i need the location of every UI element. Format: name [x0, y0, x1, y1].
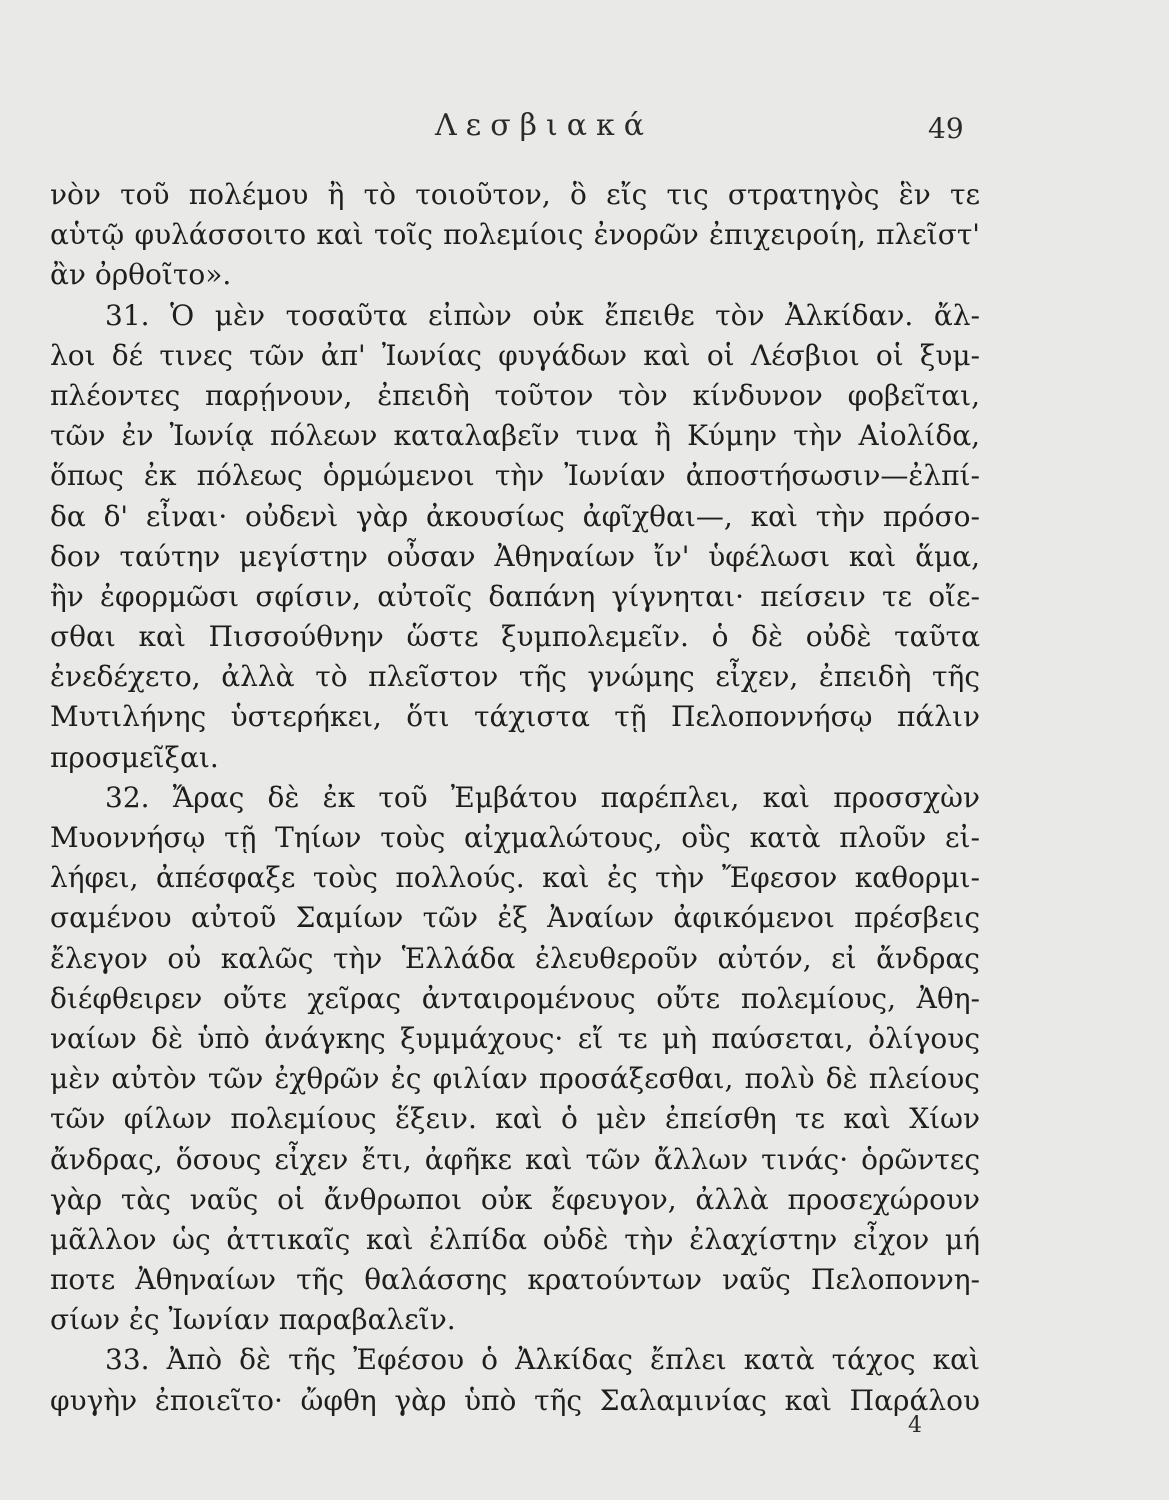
text-line: 32. Ἄρας δὲ ἐκ τοῦ Ἐμβάτου παρέπλει, καὶ προσσχὼν: [105, 780, 980, 814]
body-text: [50, 175, 980, 1421]
text-line: Μυοννήσῳ τῇ Τηίων τοὺς αἰχμαλώτους, οὓς κατὰ πλοῦν εἰ-: [50, 821, 980, 854]
text-line: ἐνεδέχετο, ἀλλὰ τὸ πλεῖστον τῆς γνώμης εἶχεν, ἐπειδὴ τῆς: [50, 660, 980, 694]
text-line: νὸν τοῦ πολέμου ἢ τὸ τοιοῦτον, ὃ εἴς τις στρατηγὸς ἓν τε: [50, 178, 980, 211]
text-line: δα δ' εἶναι· οὐδενὶ γὰρ ἀκουσίως ἀφῖχθαι—, καὶ τὴν πρόσο-: [50, 499, 980, 533]
text-line: προσμεῖξαι.: [50, 740, 219, 774]
text-line: λήφει, ἀπέσφαξε τοὺς πολλούς. καὶ ἐς τὴν Ἔφεσον καθορμι-: [50, 861, 980, 895]
text-line: 31. Ὁ μὲν τοσαῦτα εἰπὼν οὐκ ἔπειθε τὸν Ἀλκίδαν. ἄλ-: [105, 298, 980, 332]
text-line: τῶν ἐν Ἰωνίᾳ πόλεων καταλαβεῖν τινα ἢ Κύμην τὴν Αἰολίδα,: [50, 419, 980, 453]
text-line: λοι δέ τινες τῶν ἀπ' Ἰωνίας φυγάδων καὶ οἱ Λέσβιοι οἱ ξυμ-: [50, 338, 980, 372]
text-line: πλέοντες παρῄνουν, ἐπειδὴ τοῦτον τὸν κίνδυνον φοβεῖται,: [50, 378, 980, 412]
text-line: μὲν αὐτὸν τῶν ἐχθρῶν ἐς φιλίαν προσάξεσθαι, πολὺ δὲ πλείους: [50, 1062, 980, 1096]
text-line: τῶν φίλων πολεμίους ἕξειν. καὶ ὁ μὲν ἐπείσθη τε καὶ Χίων: [50, 1102, 980, 1136]
text-line: φυγὴν ἐποιεῖτο· ὤφθη γὰρ ὑπὸ τῆς Σαλαμινίας καὶ Παράλου: [50, 1383, 980, 1417]
text-line: γὰρ τὰς ναῦς οἱ ἄνθρωποι οὐκ ἔφευγον, ἀλλὰ προσεχώρουν: [50, 1182, 980, 1216]
text-line: ὅπως ἐκ πόλεως ὁρμώμενοι τὴν Ἰωνίαν ἀποστήσωσιν—ἐλπί-: [50, 459, 980, 493]
signature-mark: 4: [908, 1413, 922, 1438]
text-line: ἄνδρας, ὅσους εἶχεν ἔτι, ἀφῆκε καὶ τῶν ἄλλων τινάς· ὁρῶντες: [50, 1142, 980, 1176]
text-line: ἢν ἐφορμῶσι σφίσιν, αὐτοῖς δαπάνη γίγνηται· πείσειν τε οἴε-: [50, 579, 980, 613]
text-line: ἔλεγον οὐ καλῶς τὴν Ἑλλάδα ἐλευθεροῦν αὐτόν, εἰ ἄνδρας: [50, 941, 980, 975]
text-line: αὑτῷ φυλάσσοιτο καὶ τοῖς πολεμίοις ἐνορῶν ἐπιχειροίη, πλεῖστ': [50, 218, 980, 252]
text-line: σίων ἐς Ἰωνίαν παραβαλεῖν.: [50, 1303, 456, 1337]
text-line: 33. Ἀπὸ δὲ τῆς Ἐφέσου ὁ Ἀλκίδας ἔπλει κατὰ τάχος καὶ: [105, 1343, 980, 1377]
text-line: ποτε Ἀθηναίων τῆς θαλάσσης κρατούντων ναῦς Πελοποννη-: [50, 1263, 980, 1297]
text-line: ναίων δὲ ὑπὸ ἀνάγκης ξυμμάχους· εἴ τε μὴ παύσεται, ὀλίγους: [50, 1021, 980, 1055]
text-line: δον ταύτην μεγίστην οὖσαν Ἀθηναίων ἴν' ὑφέλωσι καὶ ἅμα,: [50, 539, 980, 573]
text-line: μᾶλλον ὡς ἀττικαῖς καὶ ἐλπίδα οὐδὲ τὴν ἐλαχίστην εἶχον μή: [50, 1222, 980, 1256]
running-title: Λεσβιακά: [435, 108, 654, 143]
page-number: 49: [928, 112, 964, 145]
text-line: σθαι καὶ Πισσούθνην ὥστε ξυμπολεμεῖν. ὁ δὲ οὐδὲ ταῦτα: [50, 620, 980, 654]
text-line: διέφθειρεν οὔτε χεῖρας ἀνταιρομένους οὔτε πολεμίους, Ἀθη-: [50, 981, 980, 1015]
text-line: Μυτιλήνης ὑστερήκει, ὅτι τάχιστα τῇ Πελοποννήσῳ πάλιν: [50, 700, 980, 734]
text-line: ἂν ὀρθοῖτο».: [50, 258, 232, 292]
text-line: σαμένου αὐτοῦ Σαμίων τῶν ἐξ Ἀναίων ἀφικόμενοι πρέσβεις: [50, 901, 980, 935]
